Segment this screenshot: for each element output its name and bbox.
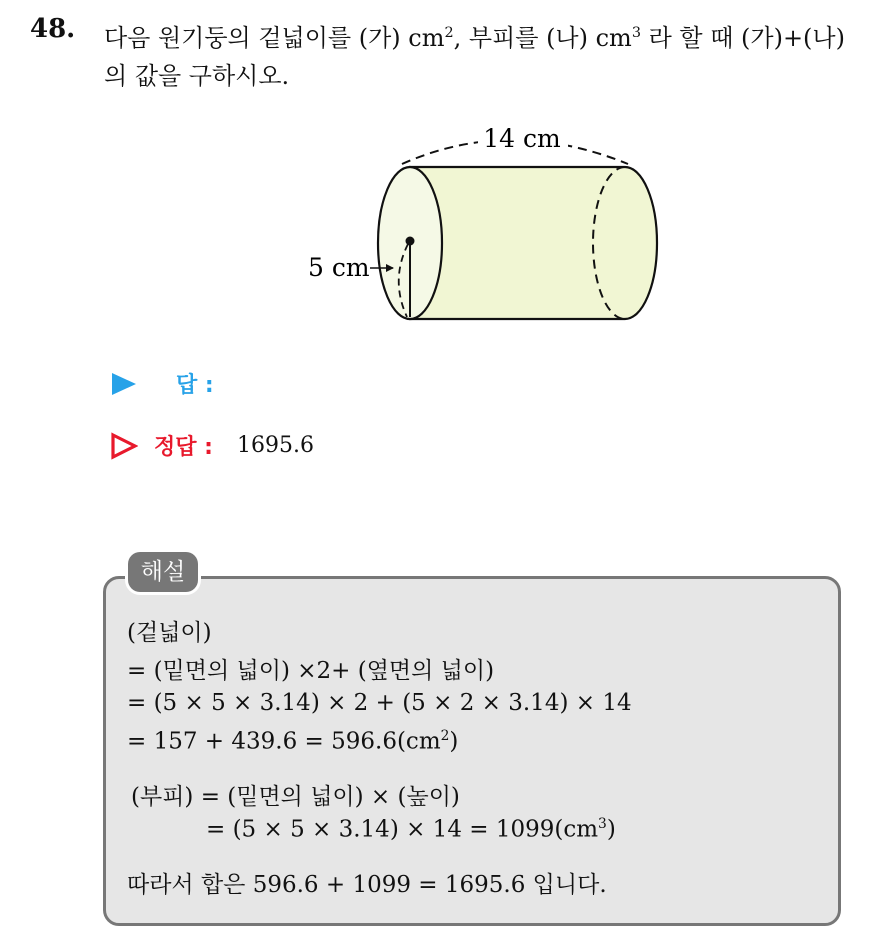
answer-label: 답 : [176, 373, 214, 398]
solution-line-6: = $(5 \times 5 \times 3.14) \times 14 = 1099(cm^3)$ [206, 816, 616, 843]
outline-play-arrow-icon [110, 432, 138, 460]
cylinder-figure [290, 120, 670, 335]
answer-row [110, 368, 214, 399]
circumference-label: 14 cm [483, 124, 561, 153]
question-text [104, 14, 874, 95]
solution-line-2: = (밑면의 넓이) ×2+ (옆면의 넓이) [127, 658, 495, 684]
radius-label: 5 cm [308, 253, 370, 282]
solution-tab: 해설 [128, 552, 198, 592]
cylinder-body [410, 167, 657, 319]
solution-line-1: (겉넓이) [127, 620, 212, 646]
correct-answer-label: 정답 : [154, 435, 213, 460]
play-arrow-icon [110, 370, 138, 398]
question-line-2: 의 값을 구하시오. [104, 62, 290, 90]
question-number: 48. [30, 14, 76, 44]
solution-line-5: (부피) = (밑면의 넓이) × (높이) [131, 784, 460, 810]
solution-line-7: 따라서 합은 596.6 + 1099 = 1695.6 입니다. [127, 872, 607, 898]
correct-answer-value: 1695.6 [236, 433, 314, 458]
question-line-1: 다음 원기둥의 겉넓이를 (가) $cm^2$, 부피를 (나) $cm^3$ 라 할 때 (가)+(나) [104, 24, 845, 52]
correct-answer-row [110, 430, 314, 461]
solution-line-3: = (5 × 5 × 3.14) × 2 + (5 × 2 × 3.14) × 14 [127, 690, 632, 716]
solution-line-4: = $157 + 439.6 = 596.6(cm^2)$ [127, 728, 459, 755]
